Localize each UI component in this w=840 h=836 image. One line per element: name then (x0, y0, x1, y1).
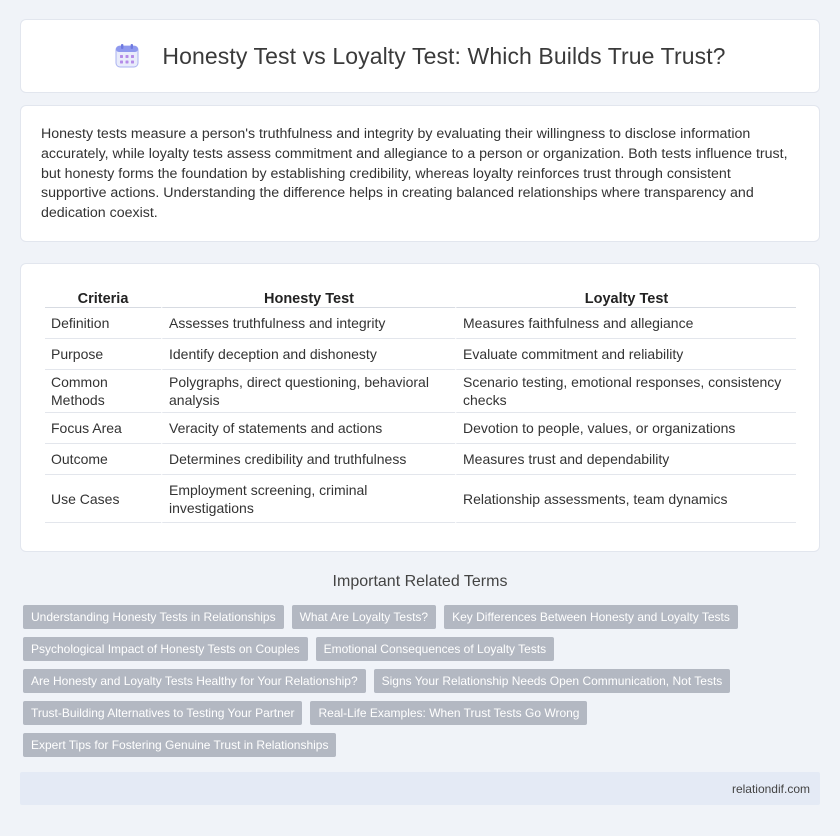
intro-paragraph: Honesty tests measure a person's truthfulness and integrity by evaluating their willingness to disclose information accurately, while loyalty tests assess commitment and allegiance to a person or organization. Both tests influence trust, but honesty forms the foundation by establishing credibility, whereas loyalty reinforces trust through consistent supportive actions. Understanding the difference helps in creating balanced relationships where transparency and dedication coexist. (41, 126, 788, 222)
related-tag[interactable]: Understanding Honesty Tests in Relationships (23, 605, 284, 629)
table-cell: Use Cases (45, 475, 161, 523)
related-tag[interactable]: Key Differences Between Honesty and Loyalty Tests (444, 605, 738, 629)
related-tag[interactable]: Psychological Impact of Honesty Tests on Couples (23, 637, 308, 661)
calendar-icon (114, 43, 140, 69)
table-cell: Employment screening, criminal investigations (161, 475, 455, 523)
footer (20, 772, 820, 805)
table-row (45, 444, 796, 475)
related-tag[interactable]: Real-Life Examples: When Trust Tests Go Wrong (310, 701, 587, 725)
comparison-table (45, 282, 796, 523)
related-tags (23, 605, 823, 765)
related-tag[interactable]: Signs Your Relationship Needs Open Communication, Not Tests (374, 669, 731, 693)
intro-card (20, 105, 820, 242)
table-cell: Devotion to people, values, or organizations (455, 413, 796, 444)
tag-row (23, 701, 823, 725)
tag-row (23, 637, 823, 661)
table-cell: Measures faithfulness and allegiance (455, 308, 796, 339)
table-cell: Scenario testing, emotional responses, consistency checks (455, 370, 796, 413)
page-title: Honesty Test vs Loyalty Test: Which Builds True Trust? (162, 42, 726, 69)
table-cell: Common Methods (45, 370, 161, 413)
related-tag[interactable]: Are Honesty and Loyalty Tests Healthy for Your Relationship? (23, 669, 366, 693)
header-honesty-test: Honesty Test (161, 282, 455, 308)
table-row (45, 475, 796, 523)
table-cell: Identify deception and dishonesty (161, 339, 455, 370)
title-wrap (114, 43, 725, 70)
table-cell: Focus Area (45, 413, 161, 444)
table-cell: Determines credibility and truthfulness (161, 444, 455, 475)
header-card (20, 19, 820, 93)
table-cell: Measures trust and dependability (455, 444, 796, 475)
table-cell: Assesses truthfulness and integrity (161, 308, 455, 339)
related-tag[interactable]: Emotional Consequences of Loyalty Tests (316, 637, 555, 661)
header-criteria: Criteria (45, 282, 161, 308)
table-header-row (45, 282, 796, 308)
related-terms-title: Important Related Terms (332, 573, 508, 590)
footer-site-link[interactable]: relationdif.com (731, 782, 810, 796)
comparison-table-card (20, 263, 820, 552)
related-tag[interactable]: Trust-Building Alternatives to Testing Your Partner (23, 701, 302, 725)
table-cell: Polygraphs, direct questioning, behavioral analysis (161, 370, 455, 413)
tag-row (23, 605, 823, 629)
table-cell: Definition (45, 308, 161, 339)
table-cell: Evaluate commitment and reliability (455, 339, 796, 370)
table-cell: Relationship assessments, team dynamics (455, 475, 796, 523)
table-cell: Veracity of statements and actions (161, 413, 455, 444)
tag-row (23, 733, 823, 757)
table-row (45, 339, 796, 370)
header-loyalty-test: Loyalty Test (455, 282, 796, 308)
related-tag[interactable]: What Are Loyalty Tests? (292, 605, 437, 629)
table-row (45, 413, 796, 444)
tag-row (23, 669, 823, 693)
table-cell: Purpose (45, 339, 161, 370)
table-row (45, 308, 796, 339)
related-tag[interactable]: Expert Tips for Fostering Genuine Trust in Relationships (23, 733, 336, 757)
table-row (45, 370, 796, 413)
table-cell: Outcome (45, 444, 161, 475)
